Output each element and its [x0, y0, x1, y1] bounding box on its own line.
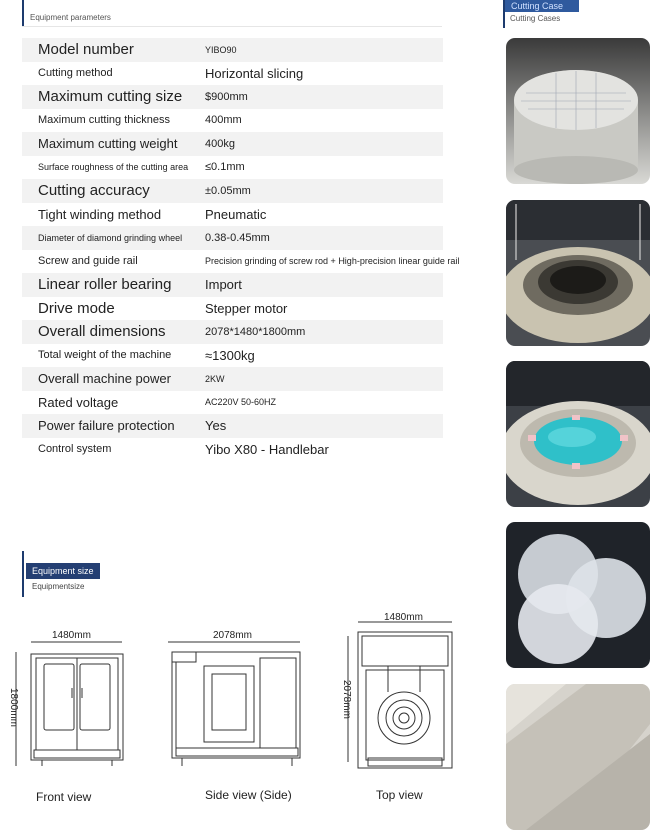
spec-value: YIBO90 [205, 44, 237, 55]
header-accent-bar [22, 0, 24, 26]
front-height-label: 1800mm [8, 688, 19, 727]
cutting-case-tab-label: Cutting Case [511, 1, 564, 11]
spec-row [22, 344, 443, 368]
top-view-caption: Top view [376, 788, 423, 802]
spec-value: Yibo X80 - Handlebar [205, 441, 329, 457]
spec-row [22, 109, 443, 133]
spec-label: Cutting accuracy [38, 182, 150, 200]
spec-row [22, 414, 443, 438]
spec-value: 0.38-0.45mm [205, 231, 270, 244]
spec-label: Surface roughness of the cutting area [38, 162, 189, 173]
spec-label: Maximum cutting size [38, 88, 183, 106]
spec-value: 400kg [205, 137, 235, 150]
spec-value: Horizontal slicing [205, 65, 304, 81]
spec-label: Overall dimensions [38, 323, 166, 341]
spec-row [22, 203, 443, 227]
spec-row [22, 62, 443, 86]
side-view-drawing [164, 638, 308, 773]
case-photo-discs [506, 522, 650, 668]
spec-row [22, 38, 443, 62]
spec-row [22, 226, 443, 250]
spec-value: Pneumatic [205, 206, 267, 222]
spec-row [22, 85, 443, 109]
equipment-size-subtitle: Equipmentsize [32, 582, 85, 591]
spec-label: Control system [38, 443, 112, 456]
size-accent-bar [22, 551, 24, 597]
spec-row [22, 320, 443, 344]
spec-label: Total weight of the machine [38, 349, 172, 362]
cutting-cases-subtitle: Cutting Cases [510, 14, 561, 23]
spec-row [22, 273, 443, 297]
spec-label: Screw and guide rail [38, 255, 138, 268]
spec-label: Maximum cutting thickness [38, 114, 171, 127]
cutting-case-tab [505, 0, 579, 12]
spec-value: $900mm [205, 90, 248, 103]
front-view-drawing [14, 638, 134, 773]
spec-label: Tight winding method [38, 206, 162, 222]
spec-value: 400mm [205, 114, 242, 127]
spec-row [22, 367, 443, 391]
spec-label: Power failure protection [38, 418, 175, 434]
side-width-label: 2078mm [213, 630, 252, 641]
spec-value: ≈1300kg [205, 347, 255, 363]
spec-row [22, 132, 443, 156]
spec-row [22, 179, 443, 203]
top-width-label: 1480mm [384, 612, 423, 623]
header-divider [22, 26, 442, 27]
spec-label: Rated voltage [38, 394, 119, 410]
spec-label: Cutting method [38, 67, 113, 80]
spec-value: 2KW [205, 373, 225, 384]
spec-label: Linear roller bearing [38, 276, 172, 294]
spec-row [22, 156, 443, 180]
spec-row [22, 391, 443, 415]
case-photo-blue-slice [506, 361, 650, 507]
spec-label: Overall machine power [38, 371, 171, 387]
spec-value: ≤0.1mm [205, 161, 245, 174]
spec-value: 2078*1480*1800mm [205, 325, 306, 338]
spec-value: Precision grinding of screw rod + High-precision linear guide rail [205, 256, 460, 267]
spec-value: Stepper motor [205, 300, 288, 316]
equipment-size-tab-label: Equipment size [32, 566, 94, 576]
spec-value: Import [205, 277, 242, 293]
front-view-caption: Front view [36, 790, 92, 804]
spec-table [22, 38, 460, 461]
spec-value: ±0.05mm [205, 184, 251, 197]
spec-row [22, 250, 460, 274]
case-photo-stone-cylinder [506, 38, 650, 184]
case-photo-cutting-table [506, 200, 650, 346]
spec-label: Drive mode [38, 299, 115, 317]
spec-value: AC220V 50-60HZ [205, 397, 277, 408]
spec-label: Diameter of diamond grinding wheel [38, 232, 183, 243]
spec-row [22, 297, 443, 321]
side-view-caption: Side view (Side) [205, 788, 292, 802]
spec-label: Model number [38, 41, 134, 59]
spec-label: Maximum cutting weight [38, 136, 178, 152]
section-title-equipment-parameters: Equipment parameters [30, 13, 111, 22]
top-view-drawing [344, 618, 464, 773]
equipment-size-tab [26, 563, 100, 579]
front-width-label: 1480mm [52, 630, 91, 641]
spec-value: Yes [205, 418, 227, 434]
spec-row [22, 438, 443, 462]
top-height-label: 2078mm [341, 680, 352, 719]
case-photo-metal-plates [506, 684, 650, 830]
